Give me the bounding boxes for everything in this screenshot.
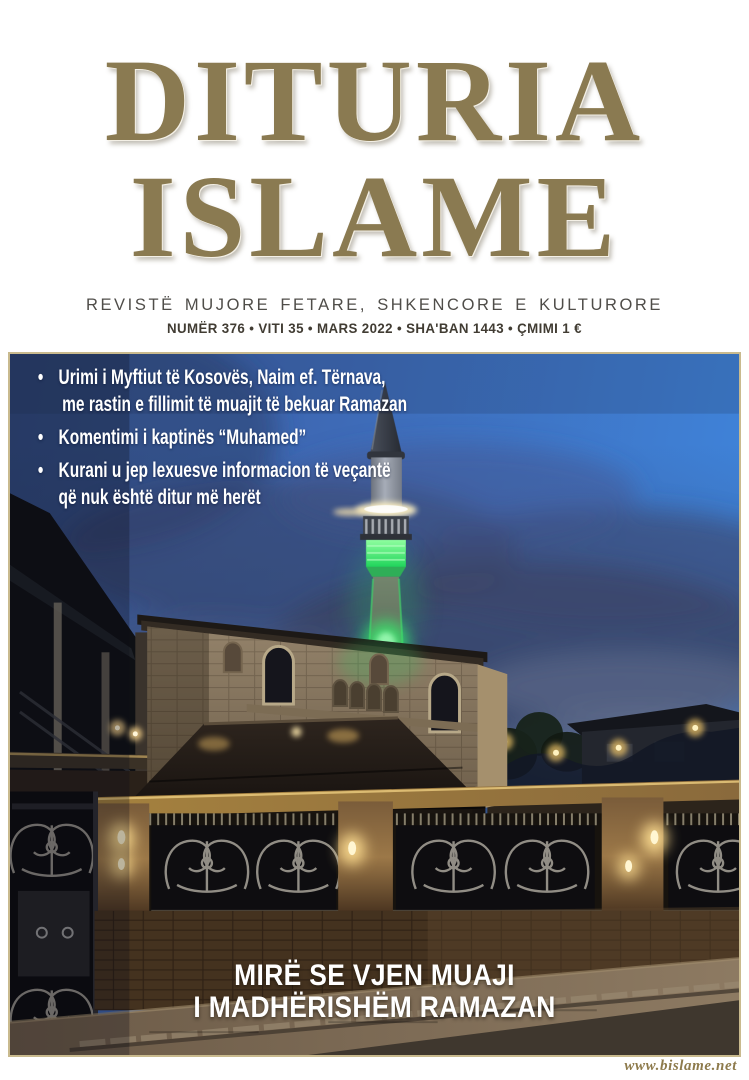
bullet-icon: • <box>37 458 44 482</box>
issue-info-line: NUMËR 376 • VITI 35 • MARS 2022 • SHA'BAN 1443 • ÇMIMI 1 € <box>167 320 582 336</box>
highlight-item <box>24 364 485 418</box>
highlight-line: Komentimi i kaptinës “Muhamed” <box>58 425 307 449</box>
cover-main-title-line2: I MADHËRISHËM RAMAZAN <box>193 990 556 1024</box>
cover-photo <box>8 352 741 1057</box>
highlight-line: që nuk është ditur më herët <box>58 485 261 509</box>
cover-main-title-line1: MIRË SE VJEN MUAJI <box>234 959 515 992</box>
magazine-title-line1: DITURIA <box>104 35 645 166</box>
website-url: www.bislame.net <box>624 1058 737 1074</box>
cover-main-title <box>54 960 696 1023</box>
magazine-subtitle: REVISTË MUJORE FETARE, SHKENCORE E KULTURORE <box>85 296 664 314</box>
highlight-line: Kurani u jep lexuesve informacion të veçantë <box>58 458 391 482</box>
highlight-item <box>24 424 485 451</box>
highlight-line: me rastin e fillimit të muajit të bekuar Ramazan <box>62 392 408 416</box>
bullet-icon: • <box>37 425 44 449</box>
magazine-title-line2: ISLAME <box>129 151 620 282</box>
highlight-item <box>24 457 485 511</box>
highlight-line: Urimi i Myftiut të Kosovës, Naim ef. Tërnava, <box>58 365 386 389</box>
cover-highlights <box>24 364 485 517</box>
bullet-icon: • <box>37 365 44 389</box>
